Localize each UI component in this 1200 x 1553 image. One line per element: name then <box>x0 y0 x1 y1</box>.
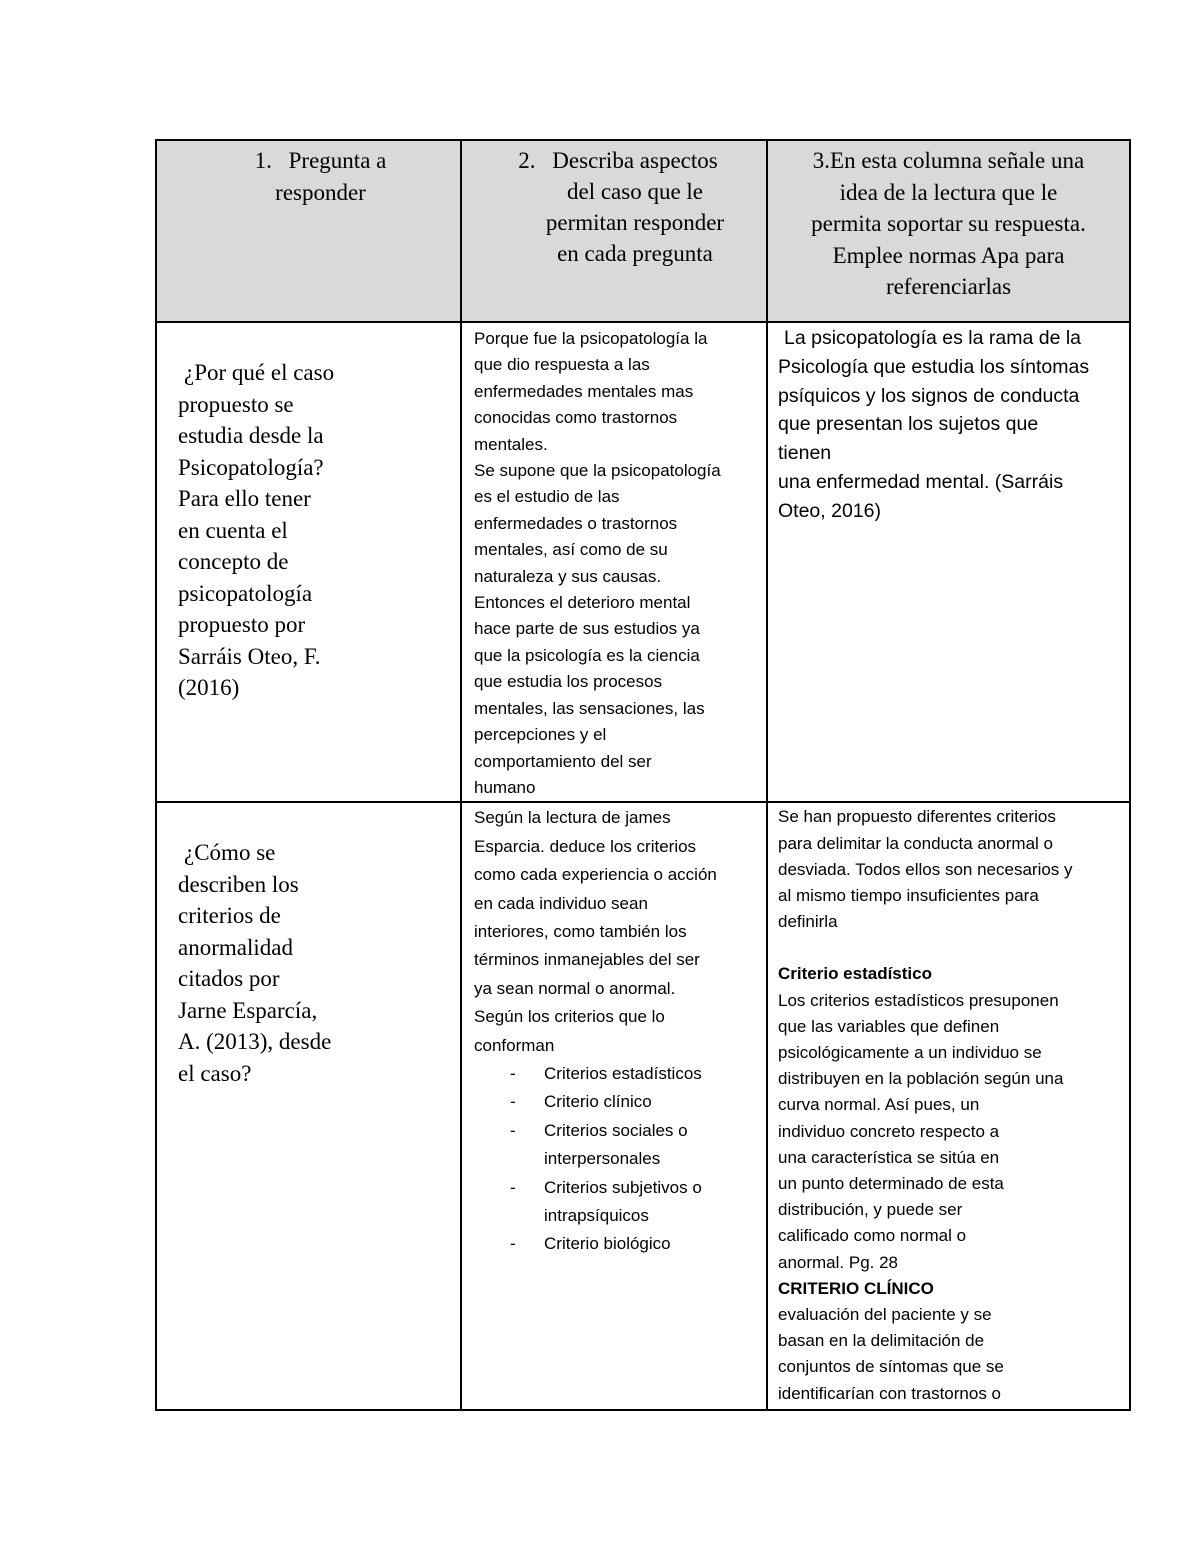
case-line: enfermedades o trastornos <box>474 513 678 533</box>
list-item-text: Criterios estadísticos <box>544 1063 702 1083</box>
header-col2-number: 2. <box>518 148 536 173</box>
reading-line: basan en la delimitación de <box>778 1331 985 1351</box>
reading-line: Psicología que estudia los síntomas <box>778 355 1090 378</box>
list-item-text: Criterio biológico <box>544 1234 671 1254</box>
reading-line: para delimitar la conducta anormal o <box>778 833 1053 853</box>
header-col3-line: referenciarlas <box>885 274 1012 299</box>
table-row <box>156 322 1130 802</box>
reading-line: una característica se sitúa en <box>778 1147 1000 1167</box>
clinical-criterion-heading: CRITERIO CLÍNICO <box>778 1278 934 1298</box>
reading-line: psíquicos y los signos de conducta <box>778 384 1080 407</box>
header-col-reading <box>767 140 1130 322</box>
header-row <box>156 140 1130 322</box>
question-line: Para ello tener <box>178 486 311 511</box>
reading-line: identificarían con trastornos o <box>778 1383 1002 1403</box>
header-col1-line: 1. Pregunta a <box>191 145 450 177</box>
question-text <box>157 803 460 1089</box>
case-line: Entonces el deterioro mental <box>474 593 691 613</box>
header-col3-line: permita soportar su respuesta. <box>811 211 1086 236</box>
question-line: estudia desde la <box>178 423 324 448</box>
case-line: conforman <box>474 1035 555 1055</box>
question-line: el caso? <box>178 1060 252 1086</box>
reading-line: Los criterios estadísticos presuponen <box>778 990 1059 1010</box>
case-cell <box>461 322 767 802</box>
reading-line: un punto determinado de esta <box>778 1173 1004 1193</box>
list-item <box>510 1088 760 1116</box>
case-cell <box>461 802 767 1410</box>
list-item-text: intrapsíquicos <box>544 1206 649 1225</box>
question-line: Psicopatología? <box>178 454 324 480</box>
question-line: ¿Cómo se <box>184 840 276 866</box>
list-item <box>510 1230 760 1258</box>
case-line: naturaleza y sus causas. <box>474 566 662 586</box>
criteria-list <box>474 1060 760 1259</box>
bullet-dash: - <box>510 1120 516 1140</box>
case-line: hace parte de sus estudios ya <box>474 619 700 639</box>
case-text <box>462 323 766 801</box>
case-line: Porque fue la psicopatología la <box>474 329 708 348</box>
case-line: interiores, como también los <box>474 921 687 941</box>
case-line: es el estudio de las <box>474 487 620 507</box>
reading-line: psicológicamente a un individuo se <box>778 1042 1042 1062</box>
header-col-question <box>156 140 461 322</box>
table-row <box>156 802 1130 1410</box>
reading-line: evaluación del paciente y se <box>778 1304 992 1324</box>
reading-line: definirla <box>778 912 838 932</box>
case-line: Se supone que la psicopatología <box>474 461 721 481</box>
question-cell <box>156 322 461 802</box>
stat-criterion-heading: Criterio estadístico <box>778 964 932 984</box>
reading-line: Se han propuesto diferentes criterios <box>778 807 1056 827</box>
case-line: conocidas como trastornos <box>474 408 678 428</box>
question-line: propuesto se <box>178 391 294 417</box>
list-item-text: Criterio clínico <box>544 1092 652 1112</box>
header-col2-line: 2. Describa aspectos <box>478 145 758 176</box>
header-col2-line: del caso que le <box>566 179 704 204</box>
case-line: mentales, las sensaciones, las <box>474 698 705 718</box>
header-col1-number: 1. <box>254 148 272 173</box>
reading-line: individuo concreto respecto a <box>778 1121 1000 1141</box>
header-col1-line: responder <box>275 180 366 205</box>
criteria-table <box>155 139 1131 1411</box>
question-line: (2016) <box>178 675 240 700</box>
question-text <box>157 323 460 704</box>
reading-line: conjuntos de síntomas que se <box>778 1357 1004 1377</box>
paragraph-gap <box>778 935 1123 961</box>
case-line: en cada individuo sean <box>474 893 648 913</box>
question-line: Jarne Esparcía, <box>178 997 318 1023</box>
reading-line: que las variables que definen <box>778 1016 1000 1036</box>
question-line: concepto de <box>178 549 289 574</box>
header-col3-line: idea de la lectura que le <box>839 179 1058 205</box>
list-item-text: Criterios subjetivos o <box>544 1177 702 1197</box>
reading-line: tienen <box>778 442 832 465</box>
case-line: ya sean normal o anormal. <box>474 978 676 998</box>
case-line: comportamiento del ser <box>474 751 652 771</box>
case-line: Según los criterios que lo <box>474 1007 665 1027</box>
list-item <box>510 1060 760 1088</box>
reading-line: una enfermedad mental. (Sarráis <box>778 470 1064 493</box>
reading-line: distribuyen en la población según una <box>778 1069 1064 1089</box>
reading-line: Oteo, 2016) <box>778 499 881 522</box>
case-text <box>462 803 766 1259</box>
case-line: como cada experiencia o acción <box>474 865 717 885</box>
header-col3-line: Emplee normas Apa para <box>832 242 1065 268</box>
question-line: describen los <box>178 871 299 897</box>
case-line: mentales. <box>474 434 548 454</box>
question-line: propuesto por <box>178 612 306 637</box>
header-col2-line: permitan responder <box>545 210 725 235</box>
reading-line: que presentan los sujetos que <box>778 413 1039 436</box>
case-line: términos inmanejables del ser <box>474 950 700 970</box>
bullet-dash: - <box>510 1234 516 1254</box>
reading-cell <box>767 802 1130 1410</box>
case-line: que dio respuesta a las <box>474 355 650 375</box>
bullet-dash: - <box>510 1063 516 1083</box>
question-line: criterios de <box>178 903 281 929</box>
question-line: en cuenta el <box>178 517 288 543</box>
case-line: enfermedades mentales mas <box>474 381 694 401</box>
reading-line: anormal. Pg. 28 <box>778 1252 899 1272</box>
reading-text <box>768 803 1129 1406</box>
question-cell <box>156 802 461 1410</box>
question-line: anormalidad <box>178 934 293 960</box>
case-line: que la psicología es la ciencia <box>474 645 700 665</box>
header-col3-line: 3.En esta columna señale una <box>812 148 1085 173</box>
bullet-dash: - <box>510 1177 516 1197</box>
reading-line: desviada. Todos ellos son necesarios y <box>778 859 1073 879</box>
question-line: psicopatología <box>178 580 313 606</box>
question-line: ¿Por qué el caso <box>184 360 335 385</box>
list-item <box>510 1174 760 1231</box>
list-item-text: interpersonales <box>544 1149 661 1169</box>
question-line: citados por <box>178 966 280 992</box>
case-line: que estudia los procesos <box>474 672 663 692</box>
reading-line: calificado como normal o <box>778 1226 967 1246</box>
header-col-case <box>461 140 767 322</box>
question-line: A. (2013), desde <box>178 1029 332 1055</box>
case-line: percepciones y el <box>474 725 607 745</box>
case-line: Según la lectura de james <box>474 808 671 828</box>
reading-cell <box>767 322 1130 802</box>
header-col2-line: en cada pregunta <box>557 241 713 266</box>
reading-line: curva normal. Así pues, un <box>778 1095 980 1115</box>
bullet-dash: - <box>510 1092 516 1112</box>
list-item <box>510 1117 760 1174</box>
reading-text <box>768 323 1129 526</box>
reading-line: al mismo tiempo insuficientes para <box>778 885 1039 905</box>
case-line: Esparcia. deduce los criterios <box>474 836 697 856</box>
case-line: humano <box>474 777 536 797</box>
list-item-text: Criterios sociales o <box>544 1120 688 1140</box>
reading-line: distribución, y puede ser <box>778 1200 963 1220</box>
reading-line: La psicopatología es la rama de la <box>784 327 1082 349</box>
case-line: mentales, así como de su <box>474 540 668 560</box>
question-line: Sarráis Oteo, F. <box>178 643 321 669</box>
